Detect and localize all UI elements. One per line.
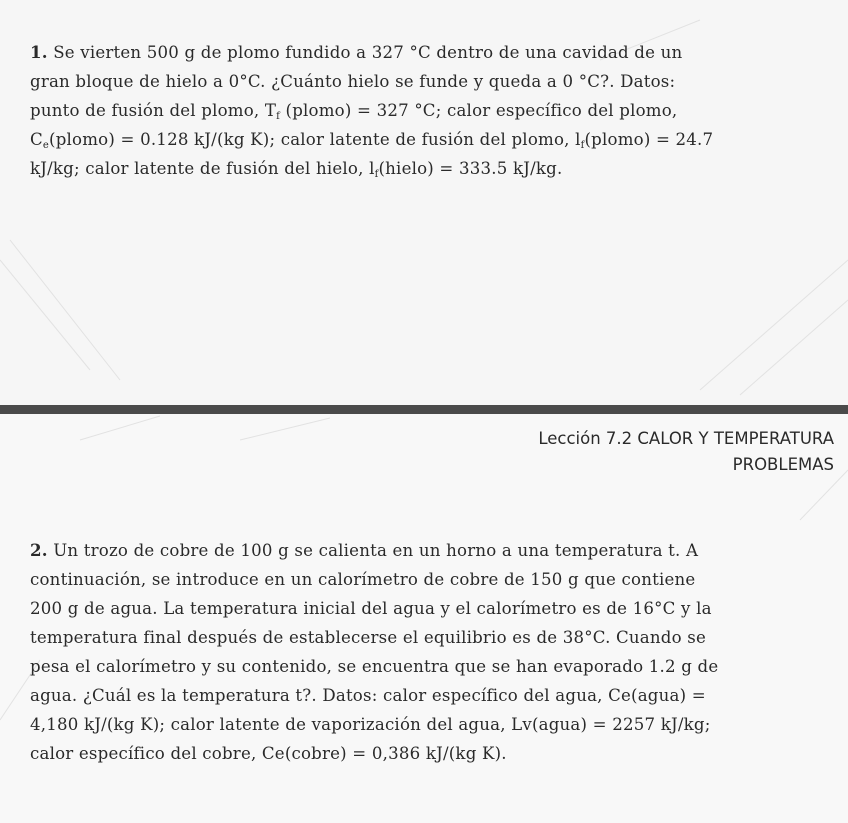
lesson-header (538, 426, 834, 478)
problem-2-number: 2. (30, 540, 48, 560)
problem-2-line-5: pesa el calorímetro y su contenido, se encuentra que se han evaporado 1.2 g de (30, 657, 719, 676)
problem-1-line-1: Se vierten 500 g de plomo fundido a 327 °C dentro de una cavidad de un (53, 43, 683, 62)
problem-2-line-2: continuación, se introduce en un calorímetro de cobre de 150 g que contiene (30, 570, 696, 589)
section-title: PROBLEMAS (732, 455, 834, 474)
problem-1-line-4: $C_e(plomo) = 0.128$ kJ/(kg K); calor latente de fusión del plomo, $l_f(plomo) = 24.7$ (30, 130, 714, 151)
problem-1-line-2: gran bloque de hielo a 0°C. ¿Cuánto hielo se funde y queda a 0 °C?. Datos: (30, 72, 676, 91)
problem-1-line-5: kJ/kg; calor latente de fusión del hielo, $l_f(hielo) = 333.5$ kJ/kg. (30, 159, 563, 180)
problem-2-line-8: calor específico del cobre, Ce(cobre) = 0,386 kJ/(kg K). (30, 744, 507, 763)
problem-1-number: 1. (30, 42, 48, 62)
lesson-title: Lección 7.2 CALOR Y TEMPERATURA (538, 429, 834, 448)
problem-2-text (30, 536, 816, 768)
problem-2-line-7: 4,180 kJ/(kg K); calor latente de vaporización del agua, Lv(agua) = 2257 kJ/kg; (30, 715, 711, 734)
page-separator-bar (0, 405, 848, 414)
problem-2-line-1: Un trozo de cobre de 100 g se calienta en un horno a una temperatura t. A (53, 541, 699, 560)
problem-1-line-3: punto de fusión del plomo, $T_f$ (plomo) = 327 °C; calor específico del plomo, (30, 101, 678, 122)
problem-2-line-6: agua. ¿Cuál es la temperatura t?. Datos: calor específico del agua, Ce(agua) = (30, 686, 706, 705)
problem-2-line-4: temperatura final después de establecerse el equilibrio es de 38°C. Cuando se (30, 628, 707, 647)
problem-1-text (30, 38, 816, 183)
problem-2-line-3: 200 g de agua. La temperatura inicial del agua y el calorímetro es de 16°C y la (30, 599, 712, 618)
